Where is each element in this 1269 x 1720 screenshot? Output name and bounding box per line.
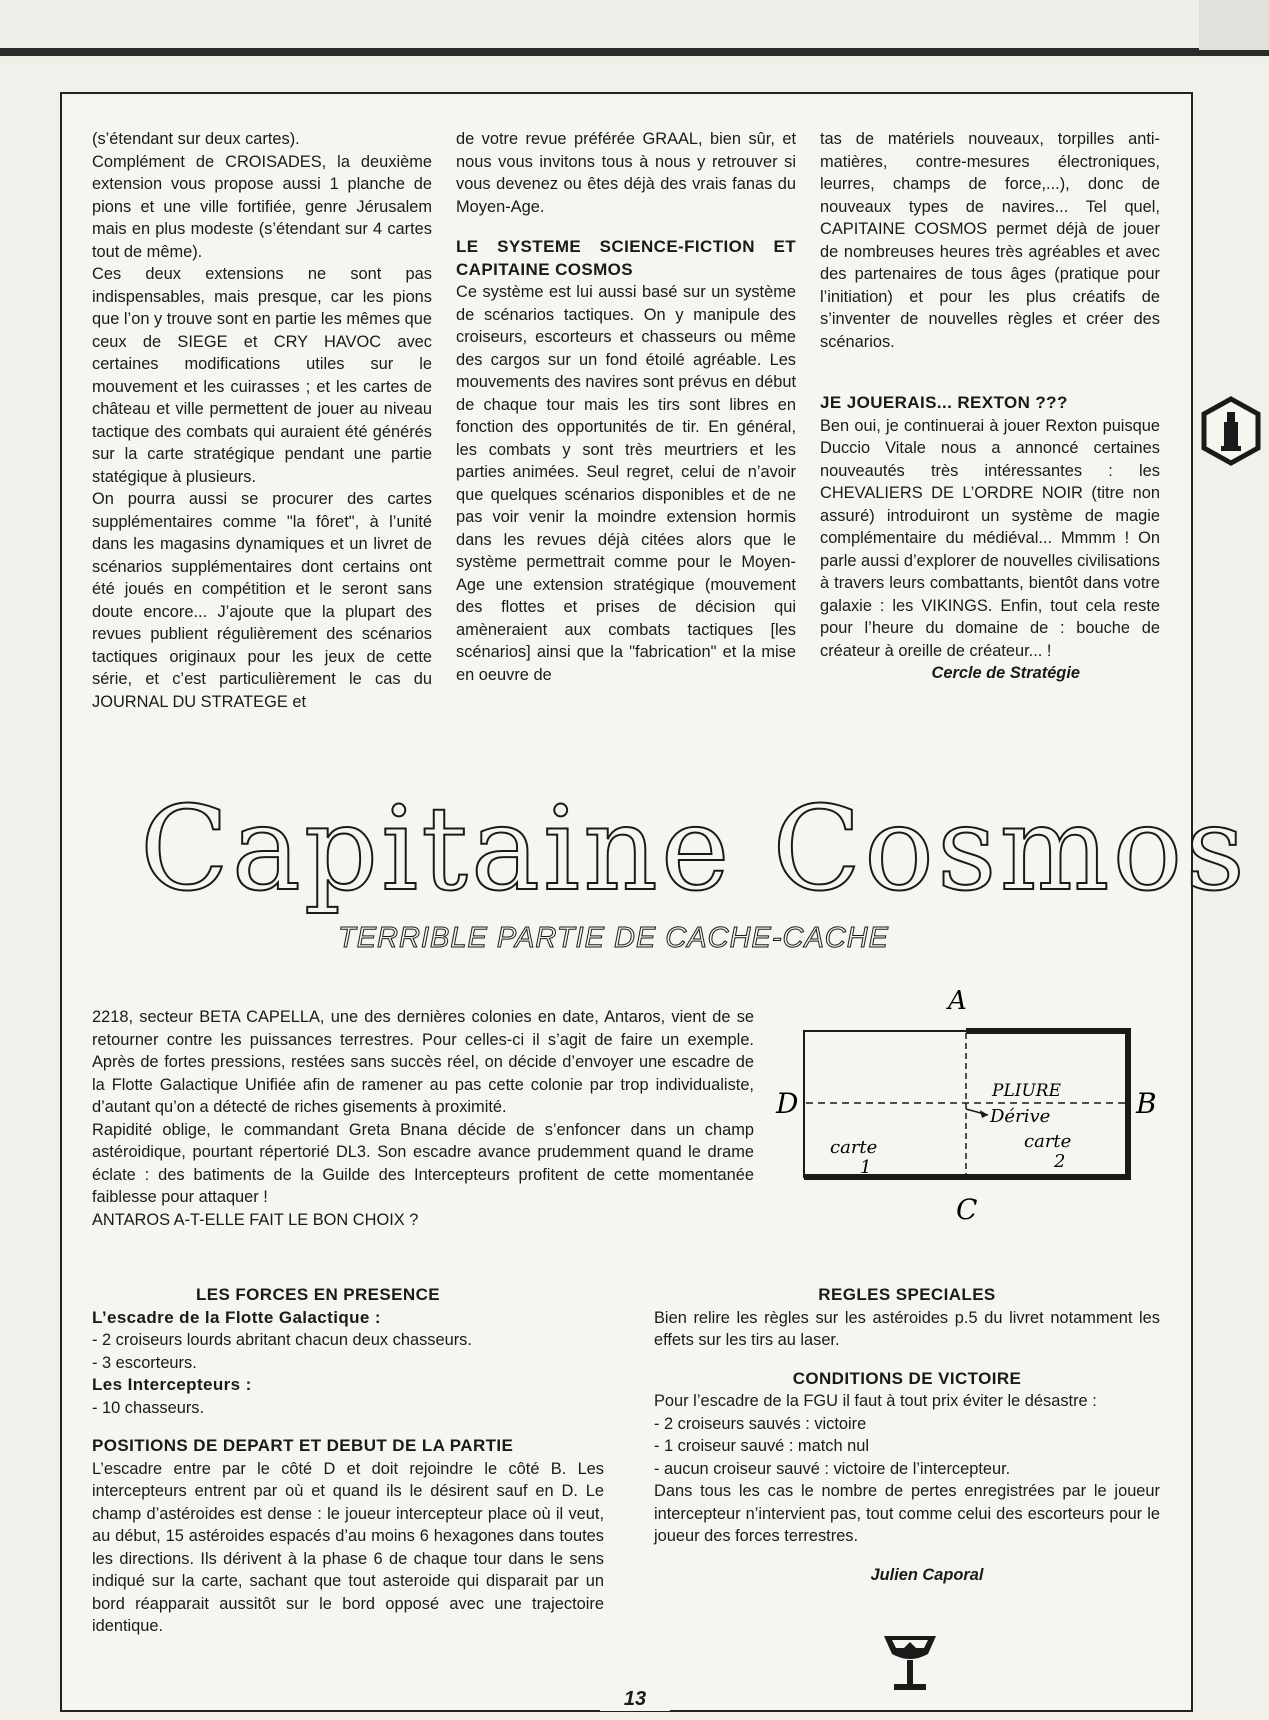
section-heading-science-fiction: LE SYSTEME SCIENCE-FICTION ET CAPITAINE COSMOS xyxy=(456,237,796,279)
scenario-subtitle: TERRIBLE PARTIE DE CACHE-CACHE xyxy=(338,922,890,954)
paragraph: de votre revue préférée GRAAL, bien sûr, et nous vous invitons tous à nous y retrouver si vous devenez ou êtes déjà des vrais fanas du Moyen-Age. xyxy=(456,130,796,216)
paragraph: (s’étendant sur deux cartes). xyxy=(92,130,300,148)
map-label-d: D xyxy=(776,1087,799,1120)
map-label-a: A xyxy=(948,986,967,1016)
paragraph: ANTAROS A-T-ELLE FAIT LE BON CHOIX ? xyxy=(92,1210,419,1229)
paragraph: Complément de CROISADES, la deuxième extension vous propose aussi 1 planche de pions et une ville fortifiée, genre Jérusalem mais en plus modeste (s’étendant sur 4 cartes tout de même). xyxy=(92,152,432,261)
list-item: - 2 croiseurs lourds abritant chacun deux chasseurs. xyxy=(92,1331,472,1349)
paragraph: Rapidité oblige, le commandant Greta Bnana décide de s’enfoncer dans un champ astéroidique, pourtant répertorié DL3. Son escadre avance prudemment quand le drame éclate : des batiments de la Guilde des Intercepteurs profitent de cette momentanée faiblesse pour attaquer ! xyxy=(92,1120,754,1206)
knight-hexagon-icon xyxy=(1200,396,1262,471)
victory-heading: CONDITIONS DE VICTOIRE xyxy=(792,1368,1022,1388)
scenario-intro xyxy=(92,1006,754,1231)
rules-heading: REGLES SPECIALES xyxy=(818,1285,996,1304)
map-label-carte-1: carte xyxy=(830,1137,878,1158)
map-diagram xyxy=(770,985,1170,1240)
column-3 xyxy=(820,128,1160,685)
corner-curl xyxy=(1199,0,1269,50)
paragraph: Pour l’escadre de la FGU il faut à tout prix éviter le désastre : xyxy=(654,1392,1097,1410)
paragraph: On pourra aussi se procurer des cartes supplémentaires comme "la fôret", à l’unité dans les magasins dynamiques et un livret de scénarios supplémentaires dont certains ont été joués en compétition et le seront sans doute encore... J’ajoute que la plupart des revues publient régulièrement des scénarios tactiques originaux pour les jeux de cette série, et c’est particulièrement le cas du JOURNAL DU STRATEGE et xyxy=(92,490,432,711)
rules-section xyxy=(654,1284,1160,1586)
map-label-pliure: PLIURE xyxy=(992,1081,1061,1101)
grail-cup-icon xyxy=(880,1630,940,1701)
map-label-carte-1-num: 1 xyxy=(860,1157,872,1178)
interceptors-heading: Les Intercepteurs : xyxy=(92,1375,252,1394)
list-item: - 1 croiseur sauvé : match nul xyxy=(654,1437,869,1455)
top-dark-band xyxy=(0,48,1269,56)
fleet-heading: L’escadre de la Flotte Galactique : xyxy=(92,1307,381,1327)
paragraph: Ben oui, je continuerai à jouer Rexton puisque Duccio Vitale nous a annoncé certaines nouveautés très intéressantes : les CHEVALIERS DE L’ORDRE NOIR (titre non assuré) introduiront un système de magie complémentaire du médiéval... Mmmm ! On parle aussi d’explorer de nouvelles civilisations à travers leurs combattants, bientôt dans votre galaxie : les VIKINGS. Enfin, tout cela reste pour l’heure du domaine de : bouche de créateur à oreille de créateur... ! xyxy=(820,416,1160,660)
paragraph: Bien relire les règles sur les astéroides p.5 du livret notamment les effets sur les tirs au laser. xyxy=(654,1308,1160,1349)
map-label-c: C xyxy=(956,1193,978,1226)
signature-julien: Julien Caporal xyxy=(870,1565,984,1584)
paragraph: Ces deux extensions ne sont pas indispensables, mais presque, car les pions que l’on y trouve sont en partie les mêmes que ceux de SIEGE et CRY HAVOC avec certaines modifications utiles sur le mouvement et les cuirasses ; et les cartes de château et ville permettent de jouer au niveau tactique des combats qui auraient été générés sur la carte stratégique pendant une partie statégique à plusieurs. xyxy=(92,265,432,486)
page-number: 13 xyxy=(600,1688,670,1711)
map-label-b: B xyxy=(1136,1087,1157,1120)
signature-cercle: Cercle de Stratégie xyxy=(931,664,1080,682)
forces-section xyxy=(92,1284,604,1638)
column-1 xyxy=(92,128,432,713)
list-item: - 10 chasseurs. xyxy=(92,1398,205,1417)
paragraph: 2218, secteur BETA CAPELLA, une des dernières colonies en date, Antaros, vient de se retourner contre les puissances terrestres. Pour celles-ci il s’agit de faire un exemple. Après de fortes pressions, restées sans succès réel, on décide d’envoyer une escadre de la Flotte Galactique Unifiée afin de ramener au pas cette colonie par trop individualiste, d’autant qu’on a détecté de riches gisements à proximité. xyxy=(92,1008,754,1116)
forces-heading: LES FORCES EN PRESENCE xyxy=(195,1285,440,1304)
positions-heading: POSITIONS DE DEPART ET DEBUT DE LA PARTIE xyxy=(92,1436,514,1455)
list-item: - 2 croiseurs sauvés : victoire xyxy=(654,1414,867,1433)
column-2 xyxy=(456,128,796,686)
section-heading-rexton: JE JOUERAIS... REXTON ??? xyxy=(820,393,1068,412)
paragraph: L’escadre entre par le côté D et doit rejoindre le côté B. Les intercepteurs entrent par où et quand ils le désirent sauf en D. Le champ d’astéroides est dense : le joueur intercepteur place où il veut, au début, 15 astéroides espacés d’au moins 6 hexagones dans toutes les directions. Ils dérivent à la phase 6 de chaque tour dans le sens indiqué sur la carte, sachant que tout asteroide qui disparait par un bord réapparait aussitôt sur le bord opposé avec une trajectoire identique. xyxy=(92,1459,604,1635)
map-label-carte-2: carte xyxy=(1024,1131,1072,1152)
paragraph: Ce système est lui aussi basé sur un système de scénarios tactiques. On y manipule des croiseurs, escorteurs et chasseurs ou même des cargos sur un fond étoilé agréable. Les mouvements des navires sont prévus en début de chaque tour mais les tirs sont libres en fonction des opportunités de tir. En général, les combats y sont très meurtriers et les parties animées. Seul regret, celui de n’avoir que quelques scénarios disponibles et de ne pas voir venir la moindre extension hormis dans les revues déjà citées alors que le système permettrait comme pour le Moyen-Age une extension stratégique (mouvement des flottes et prises de décision qui amèneraient aux combats tactiques [les scénarios] ainsi que la "fabrication" et la mise en oeuvre de xyxy=(456,283,796,684)
list-item: - aucun croiseur sauvé : victoire de l’intercepteur. xyxy=(654,1459,1011,1478)
list-item: - 3 escorteurs. xyxy=(92,1353,197,1372)
paragraph: Dans tous les cas le nombre de pertes enregistrées par le joueur intercepteur n’intervient pas, tout comme celui des escorteurs pour le joueur des forces terrestres. xyxy=(654,1482,1160,1545)
paragraph: tas de matériels nouveaux, torpilles anti-matières, contre-mesures électroniques, leurres, champs de force,...), donc de nouveaux types de navires... Tel quel, CAPITAINE COSMOS permet déjà de jouer de nombreuses heures très agréables et avec des partenaires de tous âges (pratique pour l’initiation) et pour les plus créatifs de s’inventer de nouvelles règles et créer des scénarios. xyxy=(820,130,1160,351)
scenario-title: Capitaine Cosmos xyxy=(140,782,1248,917)
map-label-derive: Dérive xyxy=(990,1106,1051,1127)
map-label-carte-2-num: 2 xyxy=(1054,1151,1066,1172)
page-top-edge xyxy=(0,0,1269,62)
